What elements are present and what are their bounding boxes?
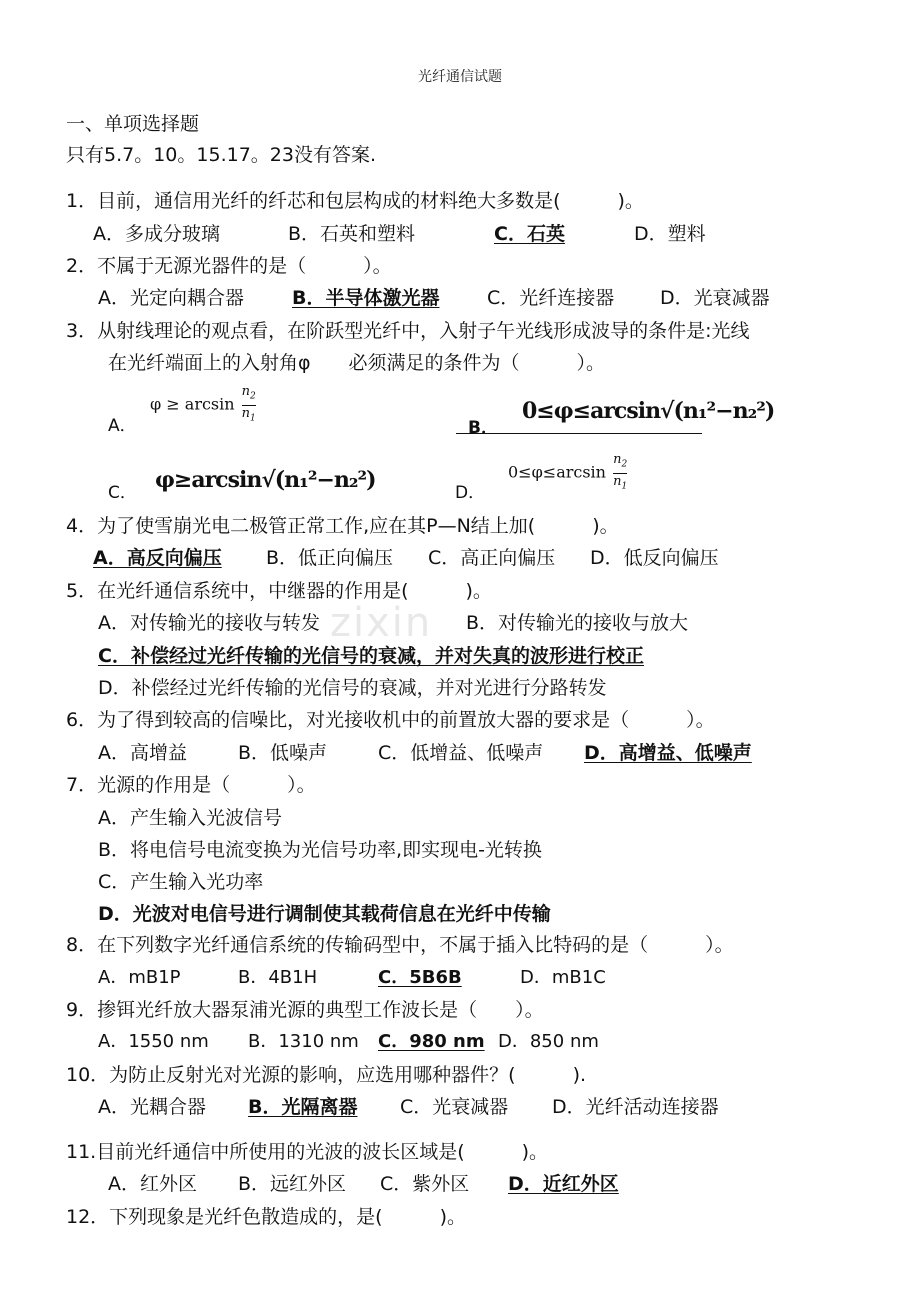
q6-stem: 6．为了得到较高的信噪比，对光接收机中的前置放大器的要求是（ ）。 [66,709,715,731]
q1-option-b: B．石英和塑料 [288,223,416,245]
q3-stem-line1: 3．从射线理论的观点看，在阶跃型光纤中，入射子午光线形成波导的条件是:光线 [66,320,750,342]
q11-stem: 11.目前光纤通信中所使用的光波的波长区域是( )。 [66,1141,549,1163]
fraction: $\frac{n_2}{n_1}$ [613,452,628,492]
q3-formula-a: φ ≥ arcsin $\frac{n_2}{n_1}$ [150,384,256,426]
q5-option-d: D．补偿经过光纤传输的光信号的衰减，并对光进行分路转发 [98,677,607,699]
q12-stem: 12．下列现象是光纤色散造成的，是( )。 [66,1206,467,1228]
answer-note: 只有5.7。10。15.17。23没有答案. [66,144,377,166]
q10-stem: 10．为防止反射光对光源的影响，应选用哪种器件？( ). [66,1064,587,1086]
q9-option-a: A．1550 nm [98,1031,209,1052]
q1-option-d: D．塑料 [634,223,706,245]
q4-option-a-answer: A．高反向偏压 [93,547,222,569]
watermark: zixin [330,600,433,646]
q9-option-c-answer: C．980 nm [378,1031,485,1052]
q10-option-d: D．光纤活动连接器 [552,1096,719,1118]
q4-option-d: D．低反向偏压 [590,547,719,569]
q2-option-b-answer: B．半导体激光器 [292,287,440,309]
q1-stem: 1．目前，通信用光纤的纤芯和包层构成的材料绝大多数是( )。 [66,190,644,212]
q7-option-c: C．产生输入光功率 [98,871,264,893]
q7-option-a: A．产生输入光波信号 [98,807,282,829]
q6-option-d-answer: D．高增益、低噪声 [584,742,752,764]
q8-option-d: D．mB1C [520,967,606,988]
q11-option-b: B．远红外区 [238,1173,347,1195]
q3-option-d-label: D． [455,483,486,503]
q5-option-a: A．对传输光的接收与转发 [98,612,320,634]
q7-option-b: B．将电信号电流变换为光信号功率,即实现电-光转换 [98,839,542,861]
q6-option-a: A．高增益 [98,742,187,764]
q2-option-a: A．光定向耦合器 [98,287,244,309]
q9-stem: 9．掺铒光纤放大器泵浦光源的典型工作波长是（ ）。 [66,999,544,1021]
q2-option-c: C．光纤连接器 [487,287,615,309]
q3-formula-b: 0≤φ≤arcsin√(n₁²−n₂²) [522,398,775,424]
q8-option-c-answer: C．5B6B [378,967,462,988]
q11-option-c: C．紫外区 [380,1173,470,1195]
page-title: 光纤通信试题 [418,69,502,85]
answer-underline [456,433,702,434]
q4-option-b: B．低正向偏压 [266,547,394,569]
q1-option-c-answer: C．石英 [494,223,565,245]
q1-option-a: A．多成分玻璃 [93,223,220,245]
q2-option-d: D．光衰减器 [660,287,770,309]
section-heading: 一、单项选择题 [66,113,200,135]
q9-option-b: B．1310 nm [248,1031,359,1052]
q8-stem: 8．在下列数字光纤通信系统的传输码型中，不属于插入比特码的是（ ）。 [66,934,734,956]
q3-option-b-answer-label: B． [468,418,498,438]
q4-stem: 4．为了使雪崩光电二极管正常工作,应在其P—N结上加( )。 [66,515,619,537]
q11-option-d-answer: D．近红外区 [508,1173,619,1195]
q3-stem-line2: 在光纤端面上的入射角φ 必须满足的条件为（ ）。 [108,352,606,374]
q9-option-d: D．850 nm [498,1031,599,1052]
q7-stem: 7．光源的作用是（ ）。 [66,774,316,796]
q4-option-c: C．高正向偏压 [428,547,556,569]
q8-option-b: B．4B1H [238,967,318,988]
q11-option-a: A．红外区 [108,1173,197,1195]
q10-option-c: C．光衰减器 [400,1096,509,1118]
q3-formula-d: 0≤φ≤arcsin $\frac{n_2}{n_1}$ [508,452,627,494]
q5-option-b: B．对传输光的接收与放大 [466,612,689,634]
q3-option-c-label: C． [108,483,137,503]
q2-stem: 2．不属于无源光器件的是（ ）。 [66,255,392,277]
fraction: $\frac{n_2}{n_1}$ [241,384,256,424]
q5-option-c-answer: C．补偿经过光纤传输的光信号的衰减，并对失真的波形进行校正 [98,645,644,667]
q3-formula-c: φ≥arcsin√(n₁²−n₂²) [155,467,376,493]
q10-option-b-answer: B．光隔离器 [248,1096,358,1118]
q6-option-c: C．低增益、低噪声 [378,742,544,764]
q6-option-b: B．低噪声 [238,742,328,764]
q10-option-a: A．光耦合器 [98,1096,206,1118]
q7-option-d-answer: D．光波对电信号进行调制使其载荷信息在光纤中传输 [98,903,551,925]
q8-option-a: A．mB1P [98,967,181,988]
q5-stem: 5．在光纤通信系统中，中继器的作用是( )。 [66,580,492,602]
q3-option-a-label: A． [108,416,137,436]
